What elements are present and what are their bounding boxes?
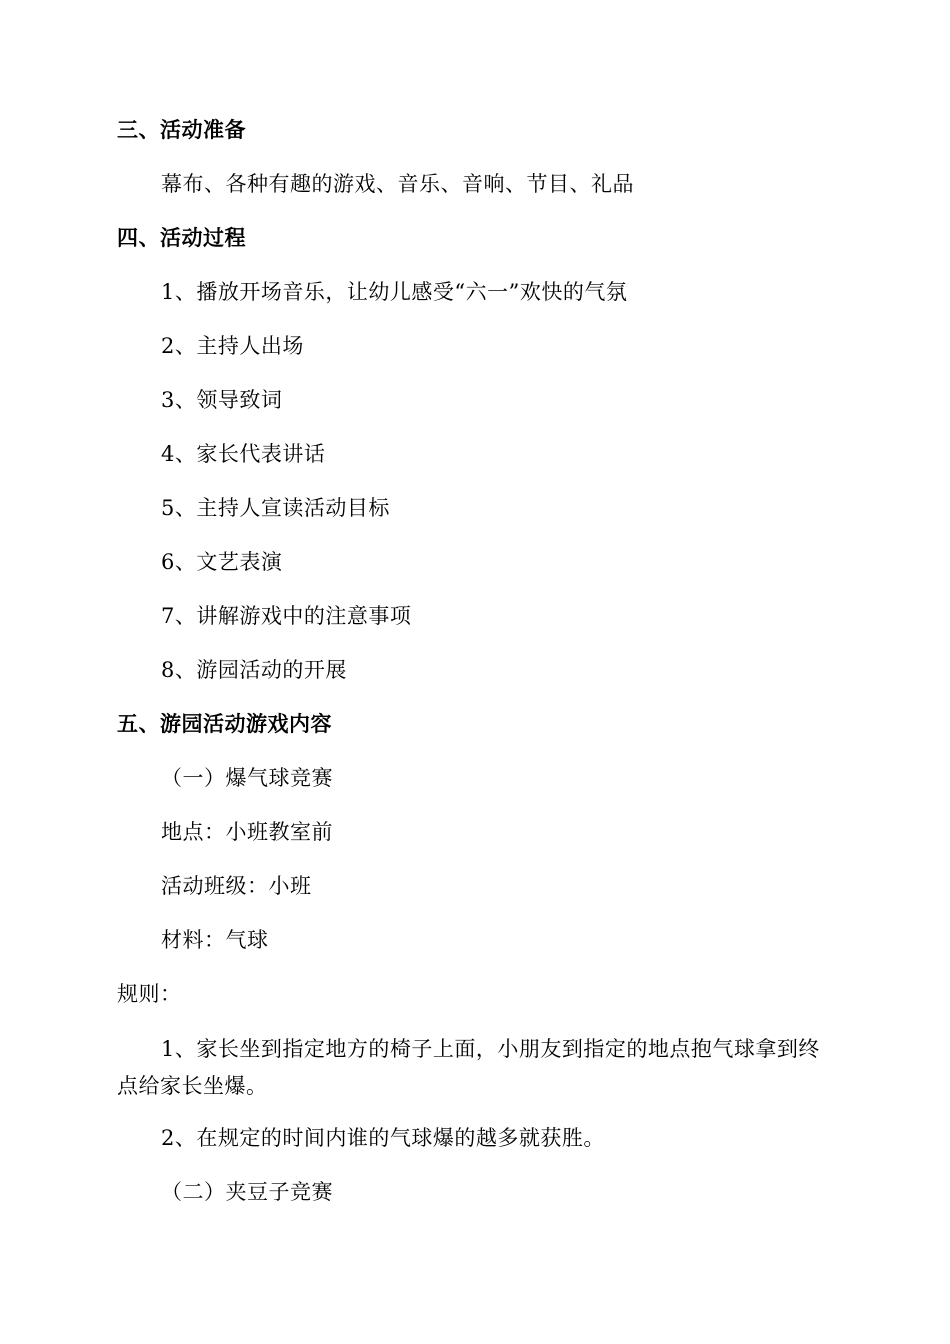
rule-item: 2、在规定的时间内谁的气球爆的越多就获胜。 (161, 1126, 605, 1150)
game-class: 活动班级：小班 (161, 874, 312, 898)
process-step: 3、领导致词 (161, 388, 283, 412)
preparation-content: 幕布、各种有趣的游戏、音乐、音响、节目、礼品 (161, 172, 634, 196)
process-step: 2、主持人出场 (161, 334, 304, 358)
rule-item: 1、家长坐到指定地方的椅子上面，小朋友到指定的地点抱气球拿到终点给家长坐爆。 (117, 1037, 820, 1098)
game-title: （二）夹豆子竞赛 (161, 1180, 333, 1204)
section-heading-process: 四、活动过程 (117, 225, 246, 250)
process-step: 1、播放开场音乐，让幼儿感受“六一”欢快的气氛 (161, 280, 628, 304)
section-heading-preparation: 三、活动准备 (117, 117, 246, 142)
process-step: 5、主持人宣读活动目标 (161, 496, 390, 520)
process-step: 4、家长代表讲话 (161, 442, 326, 466)
process-step: 6、文艺表演 (161, 550, 283, 574)
game-location: 地点：小班教室前 (161, 820, 333, 844)
section-heading-games: 五、游园活动游戏内容 (117, 711, 332, 736)
game-material: 材料：气球 (161, 928, 269, 952)
game-title: （一）爆气球竞赛 (161, 766, 333, 790)
process-step: 8、游园活动的开展 (161, 658, 347, 682)
process-step: 7、讲解游戏中的注意事项 (161, 604, 412, 628)
rules-label: 规则： (117, 982, 182, 1006)
